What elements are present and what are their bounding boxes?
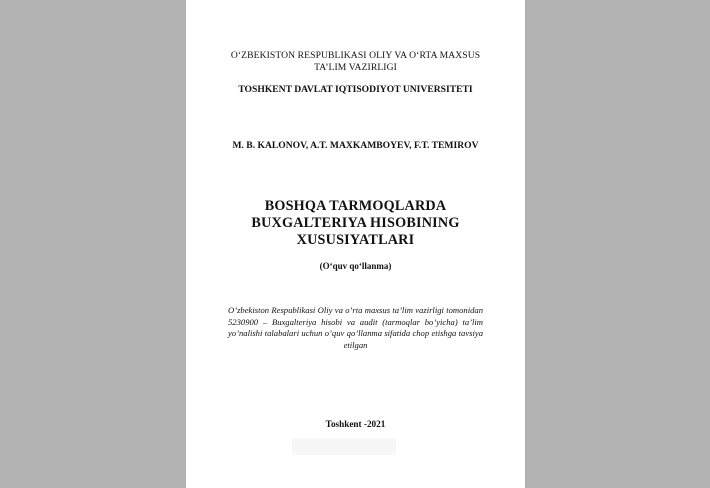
ministry-line-2: TA’LIM VAZIRLIGI (314, 62, 397, 73)
title-line-2: BUXGALTERIYA HISOBINING (251, 215, 460, 231)
faint-stamp-area (292, 438, 396, 455)
ministry-line-1: O‘ZBEKISTON RESPUBLIKASI OLIY VA O‘RTA MAXSUS (230, 50, 481, 61)
document-page (186, 0, 525, 488)
title-line-3: XUSUSIYATLARI (296, 232, 415, 248)
authors: M. B. KALONOV, A.T. MAXKAMBOYEV, F.T. TEMIROV (232, 140, 479, 151)
title-line-1: BOSHQA TARMOQLARDA (264, 198, 447, 214)
university-name: TOSHKENT DAVLAT IQTISODIYOT UNIVERSITETI (238, 84, 473, 95)
subtitle: (O‘quv qo‘llanma) (319, 261, 392, 271)
approval-note: O’zbekiston Respublikasi Oliy va o’rta maxsus ta’lim vazirligi tomonidan 5230900 – Buxgalteriya hisobi va audit (tarmoqlar bo’yicha) ta’lim yo’nalishi talabalari uchun o’quv qo’llanma sifatida chop etishga tavsiya etilgan (228, 305, 483, 350)
city-year: Toshkent -2021 (325, 419, 386, 429)
